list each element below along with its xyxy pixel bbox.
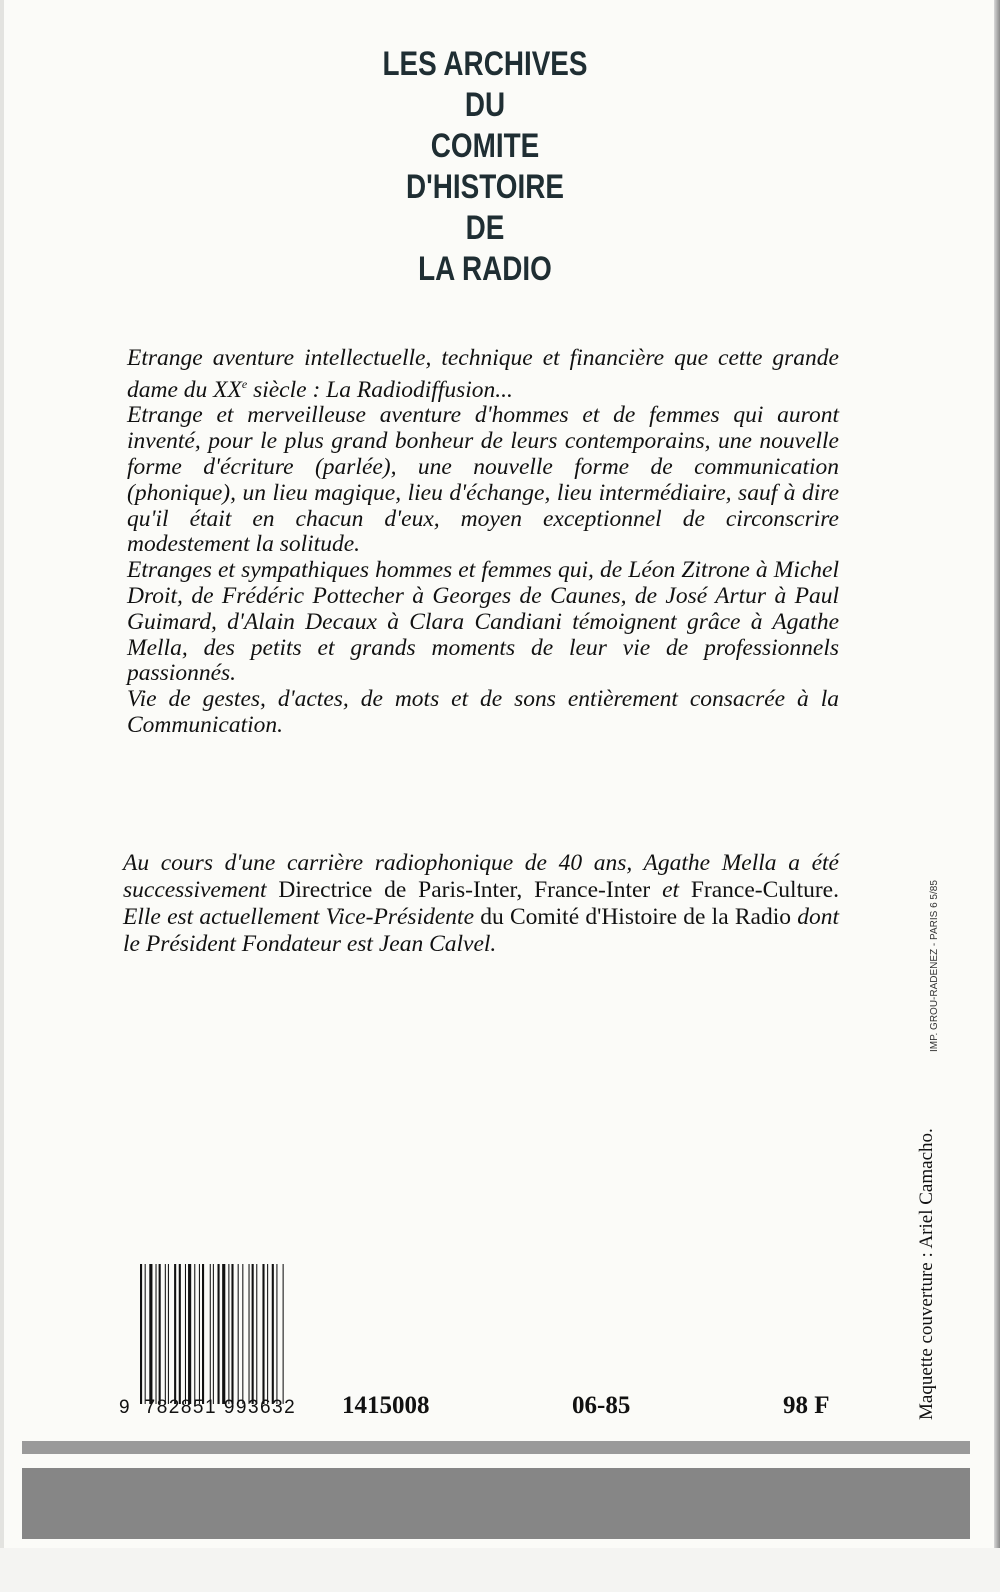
- blurb-p1-tail: siècle : La Radiodiffusion...: [247, 376, 513, 403]
- barcode-bar: [156, 1264, 157, 1404]
- barcode-bar: [168, 1264, 169, 1404]
- title-line: LA RADIO: [418, 250, 552, 288]
- superscript-e: e: [241, 376, 248, 391]
- barcode-bar: [283, 1264, 284, 1404]
- barcode-bar: [185, 1264, 186, 1404]
- scan-edge-left: [0, 0, 4, 1592]
- scan-edge-right: [994, 0, 1000, 1592]
- barcode-bar: [202, 1264, 204, 1404]
- barcode-bar: [238, 1264, 239, 1404]
- barcode-bar: [140, 1264, 142, 1404]
- barcode-bar: [231, 1264, 233, 1404]
- barcode-bar: [276, 1264, 277, 1404]
- barcode-bar: [174, 1264, 176, 1404]
- blurb-paragraph-1: [127, 346, 839, 403]
- barcode-bar: [179, 1264, 181, 1404]
- title-line: COMITE: [430, 127, 540, 165]
- blurb-text: [127, 346, 839, 739]
- barcode-bar: [222, 1264, 225, 1404]
- scan-edge-bottom: [0, 1548, 1000, 1592]
- printer-imprint: IMP. GROU-RADENEZ - PARIS 6 5/85: [929, 880, 940, 1052]
- decorative-bar-thin: [22, 1441, 970, 1454]
- barcode: [140, 1264, 326, 1404]
- product-code: 1415008: [342, 1392, 430, 1419]
- barcode-bar: [256, 1264, 257, 1404]
- barcode-bar: [165, 1264, 166, 1404]
- barcode-bar: [188, 1264, 191, 1404]
- print-date: 06-85: [572, 1392, 631, 1419]
- barcode-bar: [267, 1264, 268, 1404]
- barcode-bar: [242, 1264, 243, 1404]
- bio-segment: Directrice de Paris-Inter, France-Inter: [278, 877, 663, 903]
- bio-segment: dont le Président Fondateur est Jean Calvel.: [123, 904, 839, 957]
- title-line: LES ARCHIVES: [382, 45, 588, 83]
- barcode-bar: [272, 1264, 274, 1404]
- blurb-paragraph-3: Etranges et sympathiques hommes et femmes qui, de Léon Zitrone à Michel Droit, de Frédéric Pottecher à Georges de Caunes, de José Artur à Paul Guimard, d'Alain Decaux à Clara Candiani témoignent grâce à Agathe Mella, des petits et grands moments de leur vie de professionnels passionnés.: [127, 557, 839, 687]
- book-title: [358, 44, 612, 290]
- blurb-paragraph-2: Etrange et merveilleuse aventure d'hommes et de femmes qui auront inventé, pour le plus grand bonheur de leurs contemporains, une nouvelle forme d'écriture (parlée), une nouvelle forme de communication (phonique), un lieu magique, lieu d'échange, lieu intermédiaire, sauf à dire qu'il était en chacun d'eux, moyen exceptionnel de circonscrire modestement la solitude.: [127, 402, 839, 558]
- barcode-bar: [199, 1264, 200, 1404]
- barcode-bar: [213, 1264, 214, 1404]
- barcode-digits-rest: 782851 993632: [144, 1397, 297, 1418]
- barcode-bar: [194, 1264, 195, 1404]
- barcode-bar: [228, 1264, 229, 1404]
- bio-segment: et: [662, 877, 691, 903]
- barcode-bar: [159, 1264, 161, 1404]
- barcode-bar: [145, 1264, 146, 1404]
- price: 98 F: [783, 1392, 830, 1419]
- barcode-bar: [262, 1264, 264, 1404]
- barcode-bar: [252, 1264, 254, 1404]
- title-line: D'HISTOIRE: [406, 168, 564, 206]
- blurb-p1-text: Etrange aventure intellectuelle, technique et financière que cette grande dame du XX: [127, 345, 839, 403]
- cover-design-credit: Maquette couverture : Ariel Camacho.: [916, 1128, 937, 1420]
- title-line: DU: [464, 86, 506, 124]
- barcode-bar: [149, 1264, 152, 1404]
- barcode-digits: [119, 1397, 296, 1419]
- barcode-bar: [249, 1264, 250, 1404]
- barcode-bar: [218, 1264, 220, 1404]
- title-line: DE: [465, 209, 505, 247]
- barcode-digit-first: 9: [119, 1397, 132, 1418]
- barcode-bar: [210, 1264, 211, 1404]
- bio-segment: Au cours d'une carrière radiophonique de 40 ans, Agathe Mella a été successivement: [123, 850, 839, 903]
- bio-segment: du Comité d'Histoire de la Radio: [480, 904, 798, 930]
- bio-segment: Elle est actuellement Vice-Présidente: [123, 904, 481, 930]
- blurb-paragraph-4: Vie de gestes, d'actes, de mots et de sons entièrement consacrée à la Communication.: [127, 686, 839, 738]
- author-bio: [123, 850, 839, 958]
- decorative-bar-thick: [22, 1468, 970, 1539]
- bio-segment: France-Culture.: [690, 877, 839, 903]
